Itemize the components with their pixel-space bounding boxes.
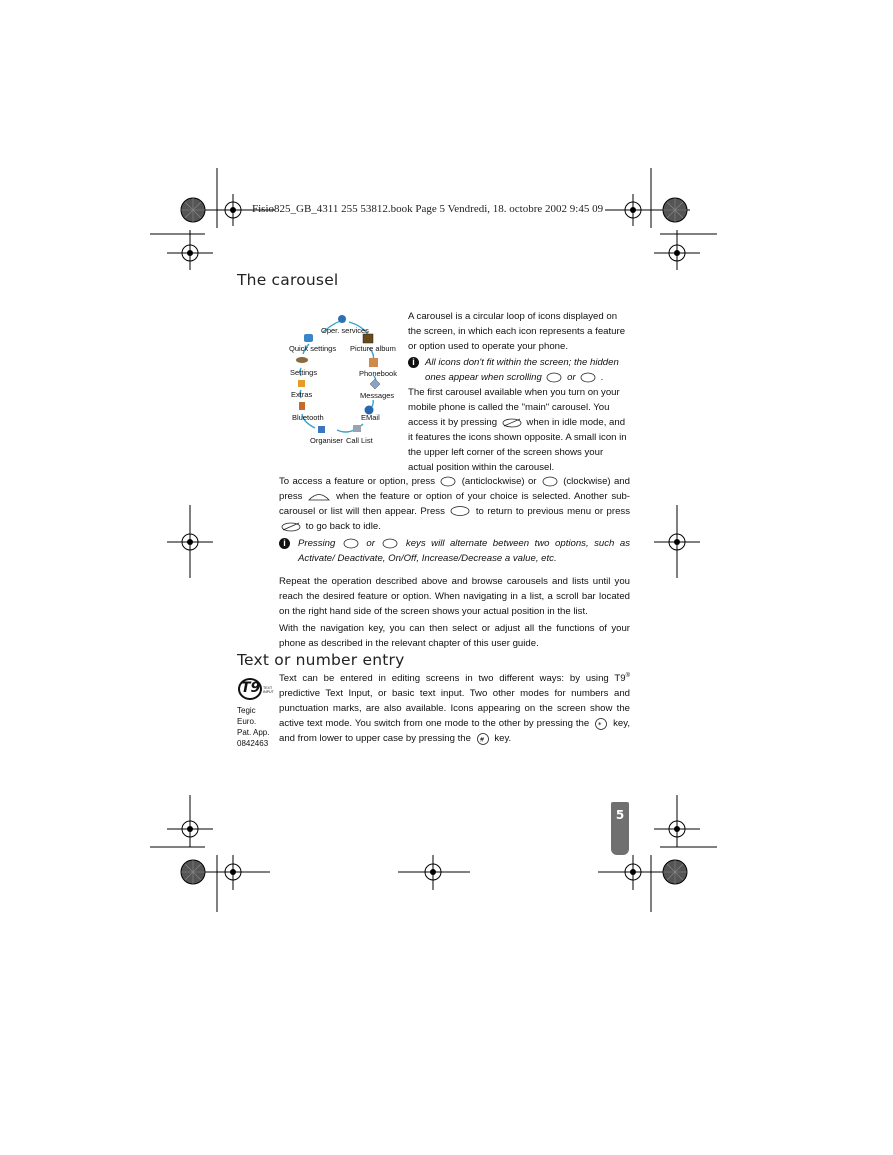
organiser-icon <box>318 426 325 433</box>
back-key-icon <box>450 505 470 517</box>
oper-services-icon <box>338 315 346 323</box>
left-key-icon <box>546 372 562 383</box>
text-entry-text-b: predictive Text Input, or basic text input. Two other modes for numbers and punctuation marks, are also available. Icons appearing on the screen show the active text mode. You switch from one mode to the other by pressing the <box>279 688 630 730</box>
repeat-para: Repeat the operation described above and browse carousels and lists until you reach the desired feature or option. When navigating in a list, a scroll bar located on the right hand side of the screen shows your actual position in the list. <box>279 576 630 617</box>
file-header-line: Fisio825_GB_4311 255 53812.book Page 5 Vendredi, 18. octobre 2002 9:45 09 <box>252 203 604 215</box>
svg-text:#: # <box>479 736 485 744</box>
t9-logo-block <box>237 678 275 749</box>
label-quick-settings: Quick settings <box>289 344 337 353</box>
access-text-b: (anticlockwise) or <box>461 476 537 487</box>
label-picture-album: Picture album <box>350 344 396 353</box>
label-extras: Extras <box>291 390 313 399</box>
label-email: EMail <box>361 413 380 422</box>
label-call-list: Call List <box>346 436 373 445</box>
label-organiser: Organiser <box>310 436 343 445</box>
label-bluetooth: Bluetooth <box>292 413 324 422</box>
access-text-a: To access a feature or option, press <box>279 476 436 487</box>
t9-logo <box>237 678 275 702</box>
hangup-key-icon <box>281 520 301 532</box>
caption-line-3: 0842463 <box>237 739 269 748</box>
messages-icon <box>370 379 380 389</box>
info-icon: i <box>279 538 290 549</box>
access-text-e: to return to previous menu or press <box>475 506 631 517</box>
label-phonebook: Phonebook <box>359 369 397 378</box>
svg-text:*: * <box>598 720 602 729</box>
call-list-icon <box>353 425 361 432</box>
main-carousel-text-a: The first carousel available when you turn on your mobile phone is called the "main" carousel. You access it by pressing <box>408 387 620 428</box>
label-oper-services: Oper. services <box>321 326 369 335</box>
t9-caption <box>237 705 275 749</box>
anticlockwise-key-icon <box>440 476 456 487</box>
picture-album-icon <box>363 334 373 343</box>
ok-key-icon <box>502 416 522 428</box>
select-key-icon <box>308 491 330 502</box>
caption-line-1: Tegic Euro. <box>237 706 257 726</box>
text-entry-text-d: key. <box>494 733 512 745</box>
right-key-icon <box>580 372 596 383</box>
text-entry-para <box>279 669 630 746</box>
right-key-icon <box>382 538 398 549</box>
note-1-or: or <box>567 372 576 383</box>
label-messages: Messages <box>360 391 395 400</box>
note-1 <box>408 355 630 385</box>
note-2-text-a: Pressing <box>298 538 336 549</box>
settings-icon <box>296 357 308 363</box>
clockwise-key-icon <box>542 476 558 487</box>
caption-line-2: Pat. App. <box>237 728 270 737</box>
hash-key-icon <box>476 733 490 745</box>
access-text-f: to go back to idle. <box>305 521 381 532</box>
section-title-text-entry: Text or number entry <box>237 651 405 669</box>
note-2-or: or <box>366 538 375 549</box>
navigation-para: With the navigation key, you can then select or adjust all the functions of your phone as described in the relevant chapter of this user guide. <box>279 623 630 649</box>
access-feature-para <box>279 474 630 534</box>
extras-icon <box>298 380 305 387</box>
registered-mark: ® <box>625 673 630 679</box>
left-key-icon <box>343 538 359 549</box>
note-2 <box>279 536 630 566</box>
section-title-carousel: The carousel <box>237 271 339 289</box>
page-number: 5 <box>615 808 625 822</box>
star-key-icon <box>594 718 608 730</box>
label-settings: Settings <box>290 368 318 377</box>
bluetooth-icon <box>299 402 305 410</box>
quick-settings-icon <box>304 334 313 342</box>
text-entry-text-a: Text can be entered in editing screens in two different ways: by using T9 <box>279 673 626 685</box>
carousel-intro: A carousel is a circular loop of icons displayed on the screen, in which each icon represents a feature or option used to operate your phone. <box>408 311 626 352</box>
t9-logo-text: T9 <box>241 680 261 696</box>
access-text-d: when the feature or option of your choice is selected. Another sub-carousel or list will then appear. Press <box>279 491 630 517</box>
text-entry-text-c: key, and from lower to upper case by pressing the <box>279 718 631 745</box>
main-carousel-text-b: when in idle mode, and it features the icons shown opposite. A small icon in the upper left corner of the screen shows your actual position within the carousel. <box>408 417 627 473</box>
carousel-diagram <box>285 310 400 450</box>
note-2-text-b: keys will alternate between two options, such as Activate/ Deactivate, On/Off, Increase/Decrease a value, etc. <box>298 538 631 564</box>
info-icon: i <box>408 357 419 368</box>
phonebook-icon <box>369 358 378 367</box>
t9-logo-small: TEXT INPUT <box>263 686 274 694</box>
main-carousel-para <box>408 385 630 475</box>
access-text-c: (clockwise) and press <box>279 476 630 502</box>
note-1-text: All icons don't fit within the screen; the hidden ones appear when scrolling <box>425 357 619 383</box>
note-1-end: . <box>601 372 604 383</box>
